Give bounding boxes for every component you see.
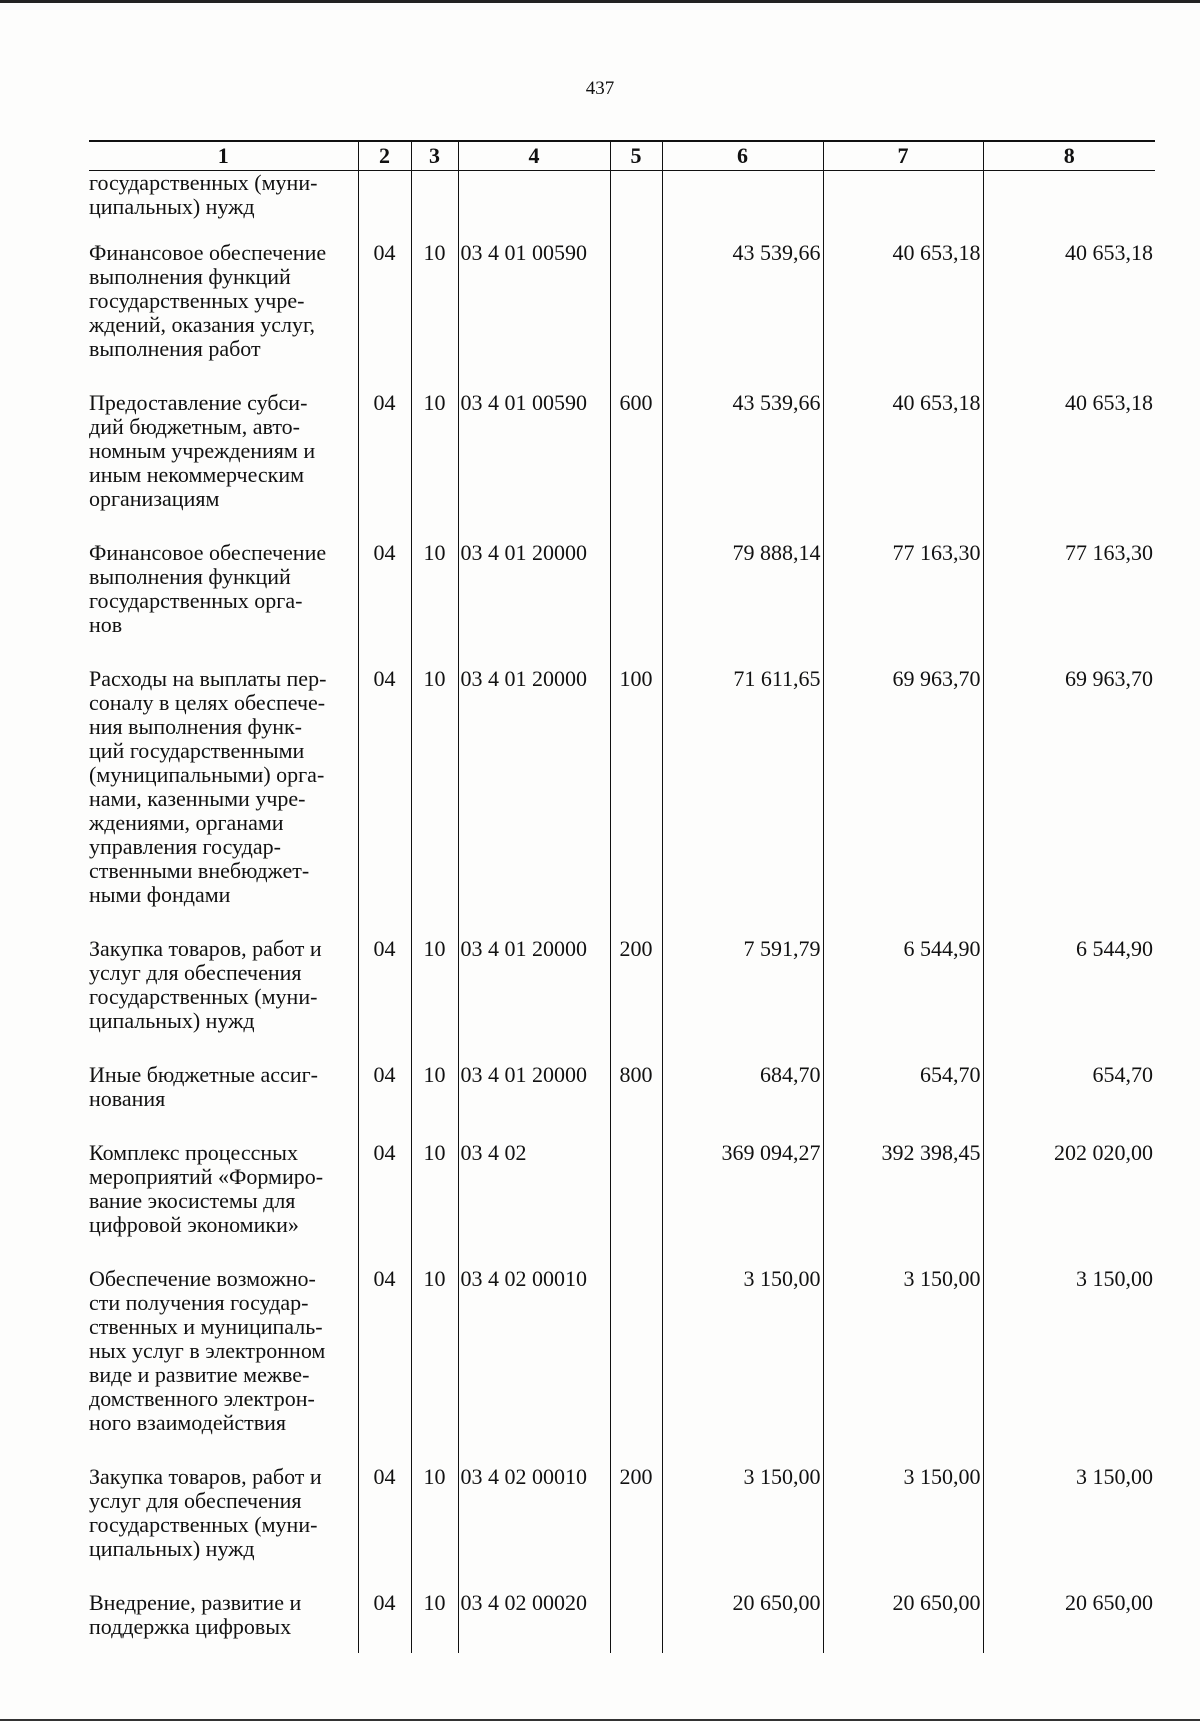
table-row: [89, 937, 1155, 1063]
col-header-1: 1: [89, 141, 358, 171]
row-subsection: 10: [411, 391, 458, 541]
row-section: 04: [358, 391, 411, 541]
budget-table: [89, 140, 1155, 1653]
table-row: [89, 667, 1155, 937]
row-name: Внедрение, развитие и поддержка цифровых: [89, 1590, 302, 1639]
row-sum-1: 71 611,65: [662, 667, 823, 937]
table-row: [89, 1591, 1155, 1653]
row-sum-1: 369 094,27: [662, 1141, 823, 1267]
row-expense-type: [610, 1591, 662, 1653]
row-sum-2: 654,70: [823, 1063, 983, 1141]
row-target-article: 03 4 02 00010: [458, 1267, 610, 1465]
row-sum-1: [662, 171, 823, 242]
row-sum-3: 20 650,00: [983, 1591, 1155, 1653]
row-section: [358, 171, 411, 242]
row-expense-type: [610, 1141, 662, 1267]
row-sum-1: 43 539,66: [662, 391, 823, 541]
col-header-6: 6: [662, 141, 823, 171]
row-sum-1: 43 539,66: [662, 241, 823, 391]
row-section: 04: [358, 1267, 411, 1465]
row-name: Комплекс процессных мероприятий «Формиро- вание экосистемы для цифровой экономики»: [89, 1140, 324, 1237]
row-target-article: 03 4 01 20000: [458, 937, 610, 1063]
row-expense-type: 200: [610, 937, 662, 1063]
row-name: Иные бюджетные ассиг- нования: [89, 1062, 318, 1111]
row-subsection: 10: [411, 1465, 458, 1591]
row-sum-2: 69 963,70: [823, 667, 983, 937]
row-sum-3: 3 150,00: [983, 1465, 1155, 1591]
table-row: [89, 391, 1155, 541]
row-name: Финансовое обеспечение выполнения функций государственных орга- нов: [89, 540, 327, 637]
row-expense-type: 100: [610, 667, 662, 937]
row-sum-2: 392 398,45: [823, 1141, 983, 1267]
col-header-7: 7: [823, 141, 983, 171]
row-sum-1: 684,70: [662, 1063, 823, 1141]
row-target-article: 03 4 01 20000: [458, 541, 610, 667]
row-section: 04: [358, 937, 411, 1063]
row-section: 04: [358, 1591, 411, 1653]
page-number: 437: [585, 78, 615, 99]
row-target-article: 03 4 01 20000: [458, 667, 610, 937]
row-sum-2: [823, 171, 983, 242]
row-expense-type: [610, 241, 662, 391]
row-sum-2: 6 544,90: [823, 937, 983, 1063]
row-subsection: 10: [411, 541, 458, 667]
row-section: 04: [358, 1465, 411, 1591]
row-name: Предоставление субси- дий бюджетным, авто- номным учреждениям и иным некоммерческим организациям: [89, 390, 316, 511]
row-sum-1: 7 591,79: [662, 937, 823, 1063]
row-section: 04: [358, 541, 411, 667]
row-sum-3: 6 544,90: [983, 937, 1155, 1063]
header-row: [89, 141, 1155, 171]
row-expense-type: [610, 171, 662, 242]
row-sum-2: 20 650,00: [823, 1591, 983, 1653]
table-row: [89, 1465, 1155, 1591]
row-sum-1: 3 150,00: [662, 1267, 823, 1465]
row-sum-3: 40 653,18: [983, 391, 1155, 541]
row-target-article: 03 4 02: [458, 1141, 610, 1267]
row-sum-3: [983, 171, 1155, 242]
row-name: Закупка товаров, работ и услуг для обеспечения государственных (муни- ципальных) нужд: [89, 1464, 322, 1561]
row-sum-3: 202 020,00: [983, 1141, 1155, 1267]
col-header-3: 3: [411, 141, 458, 171]
row-section: 04: [358, 667, 411, 937]
row-target-article: 03 4 02 00020: [458, 1591, 610, 1653]
row-target-article: 03 4 01 20000: [458, 1063, 610, 1141]
row-name: Расходы на выплаты пер- соналу в целях обеспече- ния выполнения функ- ций государственными (муниципальными) орга- нами, казенными учре- ждениями, органами управления государ- ственными внебюджет- ными фондами: [89, 666, 327, 907]
row-subsection: 10: [411, 937, 458, 1063]
col-header-4: 4: [458, 141, 610, 171]
row-section: 04: [358, 1063, 411, 1141]
row-target-article: 03 4 01 00590: [458, 241, 610, 391]
row-sum-2: 77 163,30: [823, 541, 983, 667]
row-sum-2: 3 150,00: [823, 1465, 983, 1591]
row-subsection: 10: [411, 241, 458, 391]
row-name: Обеспечение возможно- сти получения государ- ственных и муниципаль- ных услуг в электронном виде и развитие межве- домственного электрон- ного взаимодействия: [89, 1266, 326, 1435]
row-name: Финансовое обеспечение выполнения функций государственных учре- ждений, оказания услуг, выполнения работ: [89, 240, 327, 361]
row-sum-3: 40 653,18: [983, 241, 1155, 391]
row-section: 04: [358, 241, 411, 391]
scan-edge-top: [0, 0, 1200, 3]
row-expense-type: [610, 1267, 662, 1465]
col-header-8: 8: [983, 141, 1155, 171]
row-expense-type: 200: [610, 1465, 662, 1591]
row-expense-type: 600: [610, 391, 662, 541]
row-sum-3: 654,70: [983, 1063, 1155, 1141]
col-header-5: 5: [610, 141, 662, 171]
row-sum-2: 40 653,18: [823, 241, 983, 391]
row-target-article: 03 4 01 00590: [458, 391, 610, 541]
table-row: [89, 1141, 1155, 1267]
row-sum-3: 77 163,30: [983, 541, 1155, 667]
row-sum-3: 69 963,70: [983, 667, 1155, 937]
row-subsection: 10: [411, 1591, 458, 1653]
row-name: государственных (муни- ципальных) нужд: [89, 170, 318, 219]
row-subsection: [411, 171, 458, 242]
row-target-article: [458, 171, 610, 242]
row-subsection: 10: [411, 1063, 458, 1141]
table-row: [89, 1267, 1155, 1465]
row-sum-2: 40 653,18: [823, 391, 983, 541]
row-subsection: 10: [411, 1141, 458, 1267]
row-sum-1: 79 888,14: [662, 541, 823, 667]
col-header-2: 2: [358, 141, 411, 171]
table-row: [89, 171, 1155, 242]
table-row: [89, 1063, 1155, 1141]
row-expense-type: 800: [610, 1063, 662, 1141]
row-sum-1: 3 150,00: [662, 1465, 823, 1591]
row-sum-3: 3 150,00: [983, 1267, 1155, 1465]
table-row: [89, 541, 1155, 667]
row-subsection: 10: [411, 667, 458, 937]
row-section: 04: [358, 1141, 411, 1267]
table-row: [89, 241, 1155, 391]
row-expense-type: [610, 541, 662, 667]
row-subsection: 10: [411, 1267, 458, 1465]
row-sum-1: 20 650,00: [662, 1591, 823, 1653]
row-sum-2: 3 150,00: [823, 1267, 983, 1465]
row-name: Закупка товаров, работ и услуг для обеспечения государственных (муни- ципальных) нужд: [89, 936, 322, 1033]
row-target-article: 03 4 02 00010: [458, 1465, 610, 1591]
